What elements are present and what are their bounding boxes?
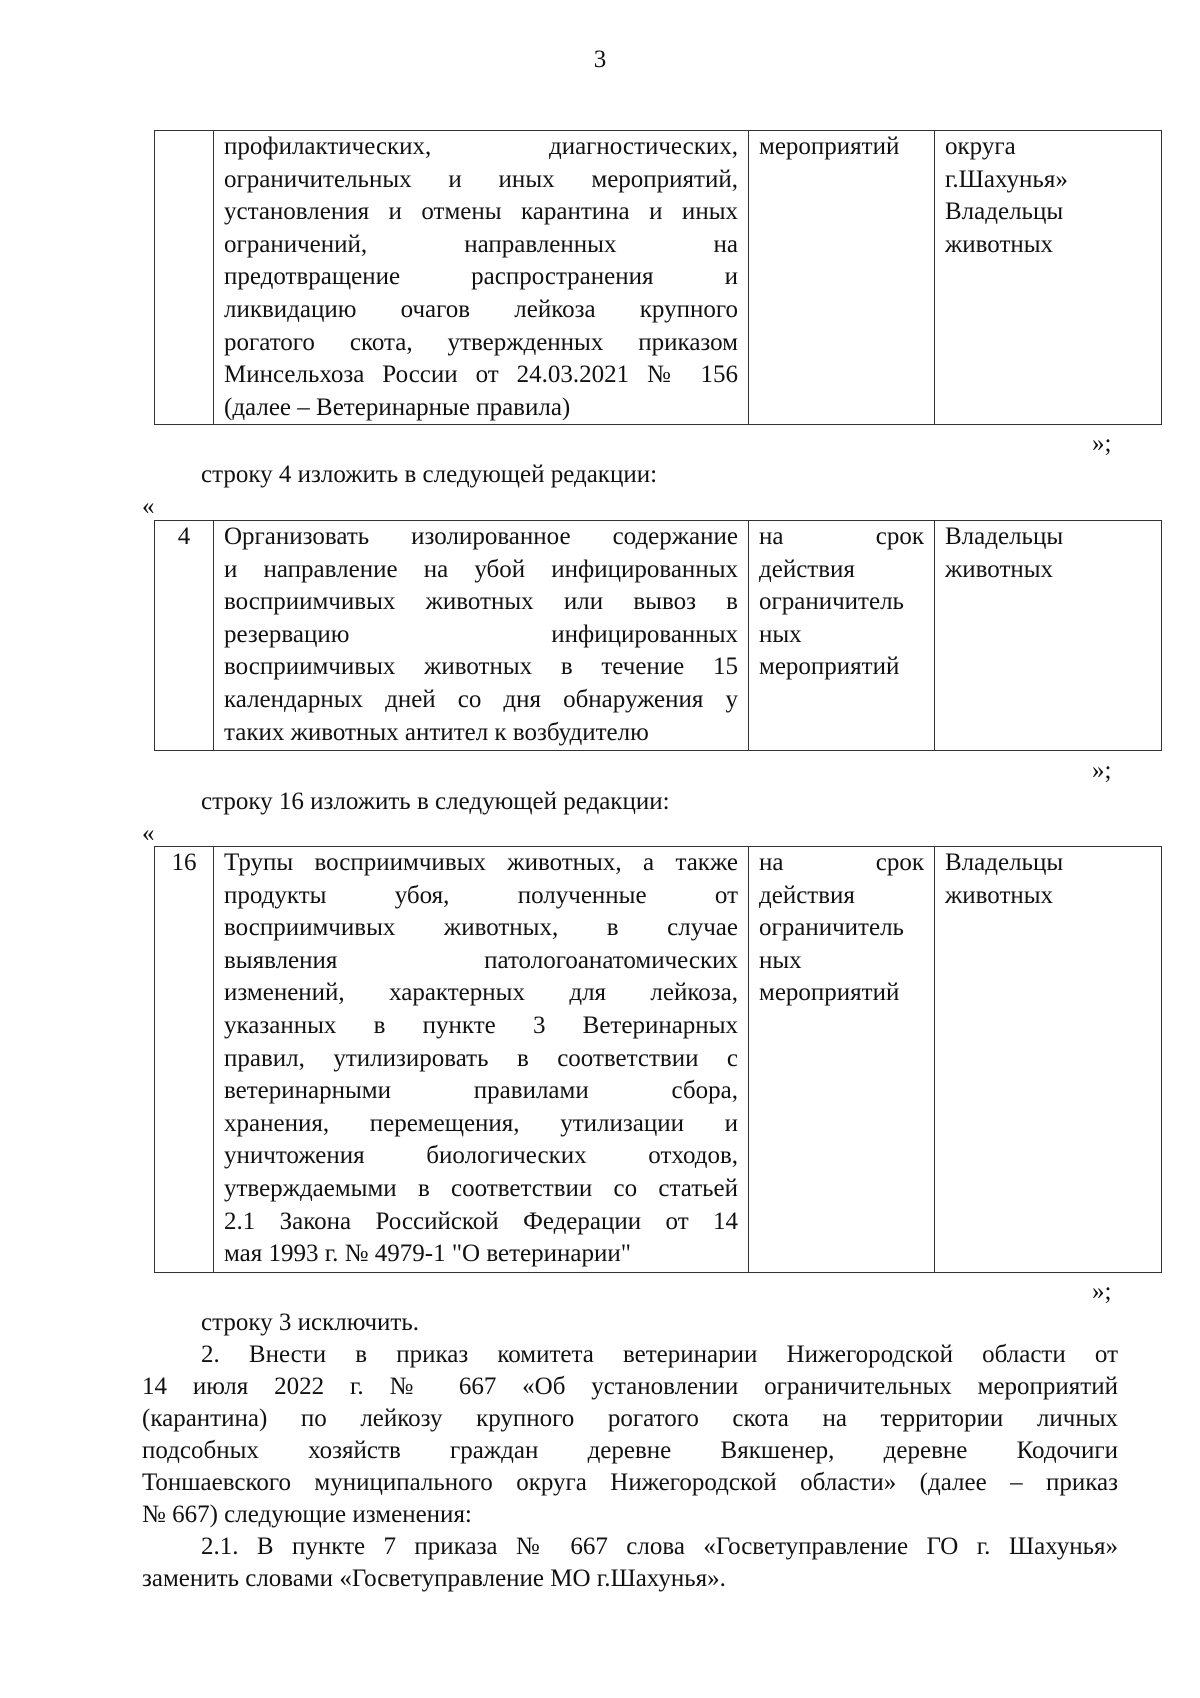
text-line: хранения, перемещения, утилизации и <box>224 1109 738 1137</box>
paragraph-line: (карантина) по лейкозу крупного рогатого скота на территории личных <box>142 1405 1118 1432</box>
paragraph-line: заменить словами «Госветуправление МО г.Шахунья». <box>142 1565 726 1592</box>
text-line: мая 1993 г. № 4979-1 "О ветеринарии" <box>224 1240 631 1268</box>
text-line: правил, утилизировать в соответствии с <box>224 1044 738 1072</box>
responsible-text <box>935 131 1162 425</box>
text-line: ограничитель <box>759 588 904 616</box>
text-line: установления и отмены карантина и иных <box>224 198 738 226</box>
text-line: мероприятий <box>759 979 900 1007</box>
paragraph-line: № 667) следующие изменения: <box>142 1501 472 1528</box>
text-line: указанных в пункте 3 Ветеринарных <box>224 1011 738 1039</box>
text-line: ных <box>759 946 802 974</box>
text-line: г.Шахунья» <box>945 165 1068 193</box>
text-line: Минсельхоза России от 24.03.2021 № 156 <box>224 361 738 389</box>
instruction-text: строку 16 изложить в следующей редакции: <box>201 788 670 815</box>
text-line: ограничитель <box>759 914 904 942</box>
text-line: утверждаемыми в соответствии со статьей <box>224 1174 738 1202</box>
deadline-text <box>749 847 935 1273</box>
text-line: резервацию инфицированных <box>224 620 738 648</box>
text-line: мероприятий <box>759 133 900 160</box>
text-line: мероприятий <box>759 653 900 681</box>
text-line: ликвидацию очагов лейкоза крупного <box>224 295 738 323</box>
text-line: выявления патологоанатомических <box>224 946 738 974</box>
table-row-4 <box>154 520 1162 751</box>
text-line: восприимчивых животных, в случае <box>224 914 738 942</box>
opening-quote: « <box>142 820 155 847</box>
text-line: ветеринарными правилами сбора, <box>224 1077 738 1105</box>
text-line: ных <box>759 620 802 648</box>
text-line: предотвращение распространения и <box>224 263 738 291</box>
closing-quote: »; <box>1092 757 1112 784</box>
text-line: продукты убоя, полученные от <box>224 881 738 909</box>
measure-text <box>214 847 749 1273</box>
paragraph-line: Тоншаевского муниципального округа Нижегородской области» (далее – приказ <box>142 1469 1118 1496</box>
text-line: Организовать изолированное содержание <box>224 523 738 550</box>
paragraph-line: 2.1. В пункте 7 приказа № 667 слова «Госветуправление ГО г. Шахунья» <box>201 1533 1118 1560</box>
responsible-text <box>935 847 1162 1273</box>
deadline-text <box>749 131 935 425</box>
text-line: животных <box>945 230 1054 258</box>
opening-quote: « <box>142 493 155 520</box>
table-row-16 <box>154 846 1162 1273</box>
closing-quote: »; <box>1092 1278 1112 1305</box>
text-line: действия <box>759 555 855 583</box>
paragraph-line: подсобных хозяйств граждан деревне Вякшенер, деревне Кодочиги <box>142 1437 1118 1464</box>
instruction-text: строку 3 исключить. <box>201 1309 419 1336</box>
row-number: 16 <box>155 847 214 1273</box>
row-number: 4 <box>155 521 214 751</box>
text-line: восприимчивых животных в течение 15 <box>224 653 738 681</box>
text-line: и направление на убой инфицированных <box>224 555 738 583</box>
text-line: округа <box>945 133 1016 160</box>
text-line: Владельцы <box>945 849 1064 876</box>
table-row-continuation <box>154 130 1162 425</box>
text-line: действия <box>759 881 855 909</box>
text-line: календарных дней со дня обнаружения у <box>224 685 738 713</box>
text-line: ограничений, направленных на <box>224 230 738 258</box>
responsible-text <box>935 521 1162 751</box>
text-line: изменений, характерных для лейкоза, <box>224 979 738 1007</box>
text-line: рогатого скота, утвержденных приказом <box>224 328 738 356</box>
text-line: 2.1 Закона Российской Федерации от 14 <box>224 1207 738 1235</box>
text-line: на срок <box>759 523 924 550</box>
text-line: Владельцы <box>945 523 1064 550</box>
paragraph-line: 14 июля 2022 г. № 667 «Об установлении ограничительных мероприятий <box>142 1373 1118 1400</box>
paragraph-line: 2. Внести в приказ комитета ветеринарии Нижегородской области от <box>201 1341 1118 1368</box>
text-line: профилактических, диагностических, <box>224 133 738 160</box>
text-line: на срок <box>759 849 924 876</box>
text-line: животных <box>945 555 1054 583</box>
text-line: уничтожения биологических отходов, <box>224 1142 738 1170</box>
text-line: Трупы восприимчивых животных, а также <box>224 849 738 876</box>
text-line: таких животных антител к возбудителю <box>224 718 649 746</box>
text-line: ограничительных и иных мероприятий, <box>224 165 738 193</box>
instruction-text: строку 4 изложить в следующей редакции: <box>201 461 658 488</box>
text-line: животных <box>945 881 1054 909</box>
page-number: 3 <box>593 46 607 73</box>
text-line: Владельцы <box>945 198 1064 226</box>
row-number <box>155 131 214 425</box>
text-line: восприимчивых животных или вывоз в <box>224 588 738 616</box>
measure-text <box>214 131 749 425</box>
measure-text <box>214 521 749 751</box>
deadline-text <box>749 521 935 751</box>
closing-quote: »; <box>1092 430 1112 457</box>
text-line: (далее – Ветеринарные правила) <box>224 393 571 421</box>
